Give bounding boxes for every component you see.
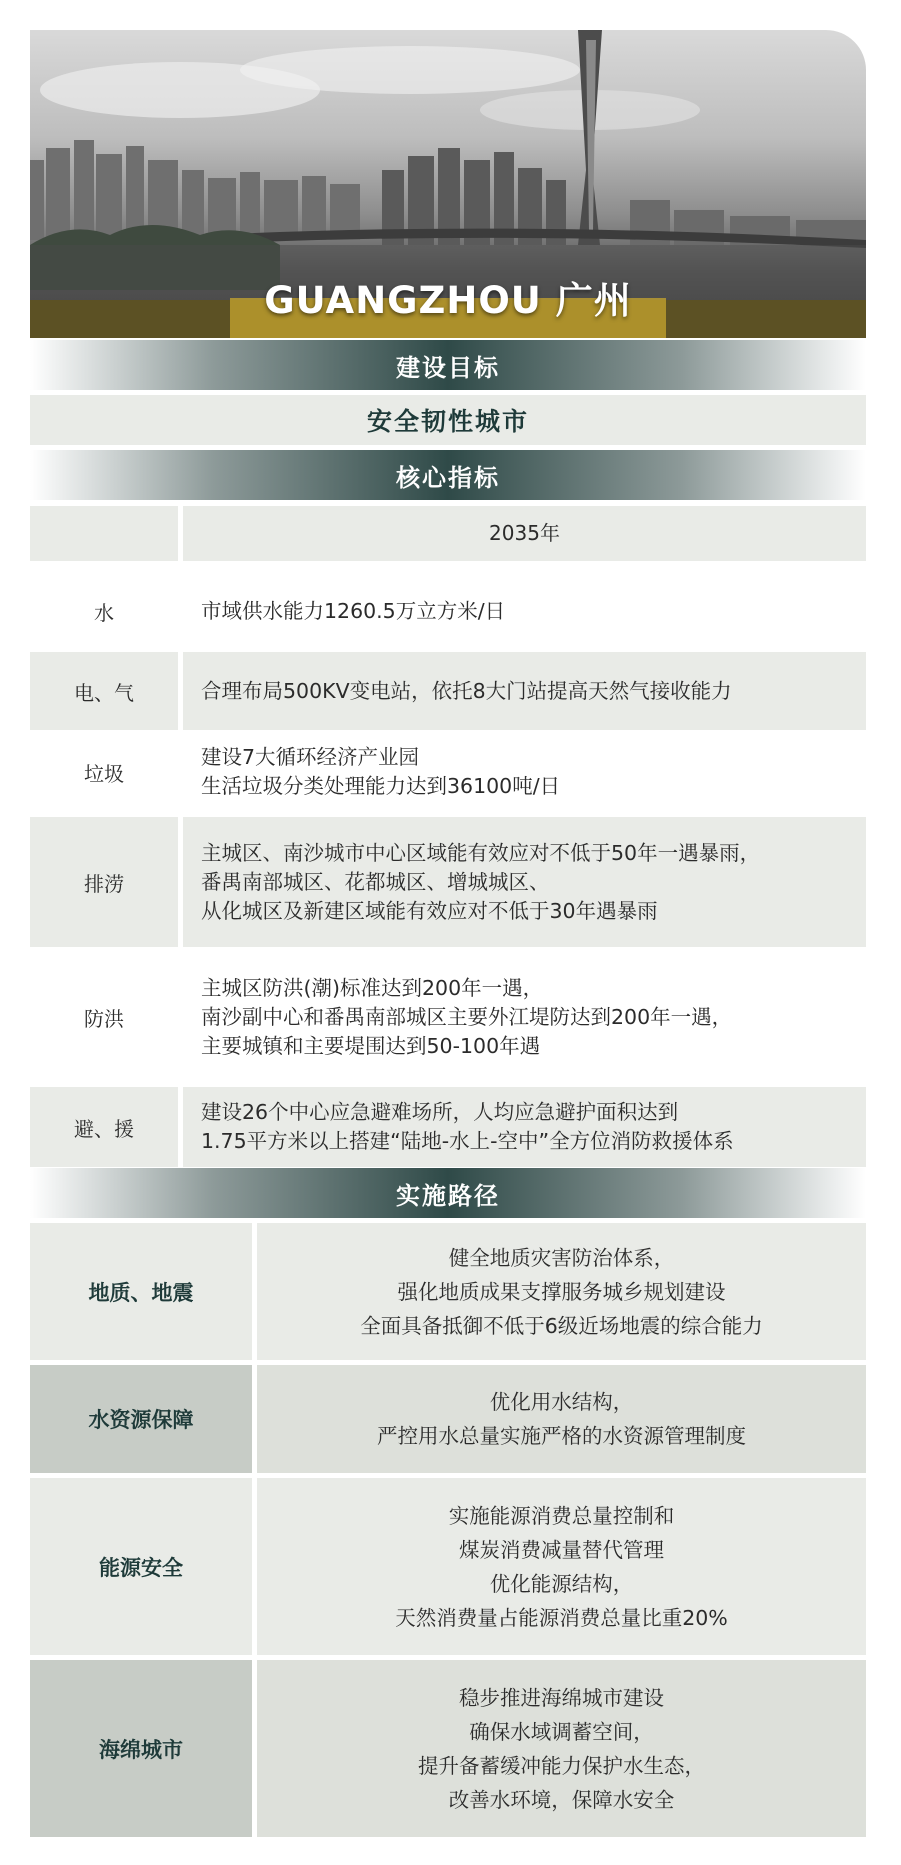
implementation-value <box>257 1365 866 1473</box>
implementation-line: 煤炭消费减量替代管理 <box>459 1537 664 1562</box>
indicator-line: 番禺南部城区、花都城区、增城城区、 <box>201 869 550 894</box>
implementation-row-energy-security <box>30 1478 866 1655</box>
indicator-value <box>183 1087 866 1167</box>
implementation-row-water-resources <box>30 1365 866 1473</box>
implementation-line: 提升备蓄缓冲能力保护水生态， <box>418 1753 705 1778</box>
implementation-line: 优化能源结构， <box>489 1571 634 1596</box>
goal-value: 安全韧性城市 <box>30 395 866 445</box>
indicators-header: 核心指标 <box>30 450 866 500</box>
implementation-line: 稳步推进海绵城市建设 <box>459 1685 664 1710</box>
indicator-line: 从化城区及新建区域能有效应对不低于30年遇暴雨 <box>201 898 658 923</box>
implementation-line: 优化用水结构， <box>489 1390 634 1414</box>
indicators-column-header <box>30 506 866 561</box>
indicator-line: 主要城镇和主要堤围达到50-100年遇 <box>201 1033 541 1058</box>
implementation-value <box>257 1223 866 1360</box>
indicator-row-garbage <box>30 732 866 812</box>
implementation-label: 海绵城市 <box>30 1660 252 1837</box>
implementation-line: 强化地质成果支撑服务城乡规划建设 <box>397 1279 726 1304</box>
indicator-value <box>183 817 866 947</box>
indicator-value <box>183 732 866 812</box>
indicator-row-water <box>30 572 866 650</box>
implementation-label: 地质、地震 <box>30 1223 252 1360</box>
indicator-line: 市域供水能力1260.5万立方米/日 <box>201 598 506 623</box>
indicator-label: 防洪 <box>84 1006 124 1031</box>
implementation-line: 确保水域调蓄空间， <box>469 1719 654 1744</box>
indicator-line: 建设26个中心应急避难场所，人均应急避护面积达到 <box>201 1100 679 1124</box>
indicator-value <box>183 572 866 650</box>
indicator-line: 1.75平方米以上搭建“陆地-水上-空中”全方位消防救援体系 <box>201 1129 734 1153</box>
indicator-line: 建设7大循环经济产业园 <box>201 745 420 769</box>
year-header: 2035年 <box>183 506 866 561</box>
hero-title: GUANGZHOU 广州 <box>264 279 632 322</box>
implementation-line: 改善水环境，保障水安全 <box>448 1787 675 1812</box>
indicator-row-power-gas <box>30 652 866 730</box>
implementation-line: 严控用水总量实施严格的水资源管理制度 <box>377 1424 746 1448</box>
indicator-label: 排涝 <box>30 817 178 947</box>
indicator-line: 南沙副中心和番禺南部城区主要外江堤防达到200年一遇， <box>201 1004 733 1029</box>
indicator-label: 避、援 <box>30 1087 178 1167</box>
hero-banner <box>30 30 866 338</box>
implementation-row-geology <box>30 1223 866 1360</box>
goal-header: 建设目标 <box>30 340 866 390</box>
indicator-label: 水 <box>94 600 114 625</box>
indicator-label: 垃圾 <box>84 761 124 786</box>
indicator-line: 生活垃圾分类处理能力达到36100吨/日 <box>201 774 561 798</box>
indicator-label: 电、气 <box>30 652 178 730</box>
indicator-row-drainage <box>30 817 866 947</box>
indicator-label-column-empty <box>30 506 178 561</box>
indicator-value <box>183 652 866 730</box>
indicator-row-flood-control <box>30 952 866 1082</box>
implementation-value <box>257 1660 866 1837</box>
implementation-row-sponge-city <box>30 1660 866 1837</box>
indicator-row-shelter-rescue <box>30 1087 866 1167</box>
implementation-line: 实施能源消费总量控制和 <box>448 1503 675 1528</box>
implementation-line: 全面具备抵御不低于6级近场地震的综合能力 <box>360 1313 763 1338</box>
implementation-label: 水资源保障 <box>30 1365 252 1473</box>
implementation-line: 健全地质灾害防治体系， <box>448 1245 675 1270</box>
implementation-value <box>257 1478 866 1655</box>
indicator-line: 主城区防洪(潮)标准达到200年一遇， <box>201 975 544 1000</box>
implementation-line: 天然消费量占能源消费总量比重20% <box>395 1605 728 1630</box>
implementation-label: 能源安全 <box>30 1478 252 1655</box>
implementation-header: 实施路径 <box>30 1168 866 1218</box>
indicator-line: 主城区、南沙城市中心区域能有效应对不低于50年一遇暴雨， <box>201 840 761 865</box>
indicator-line: 合理布局500KV变电站，依托8大门站提高天然气接收能力 <box>201 678 732 703</box>
indicator-value <box>183 952 866 1082</box>
